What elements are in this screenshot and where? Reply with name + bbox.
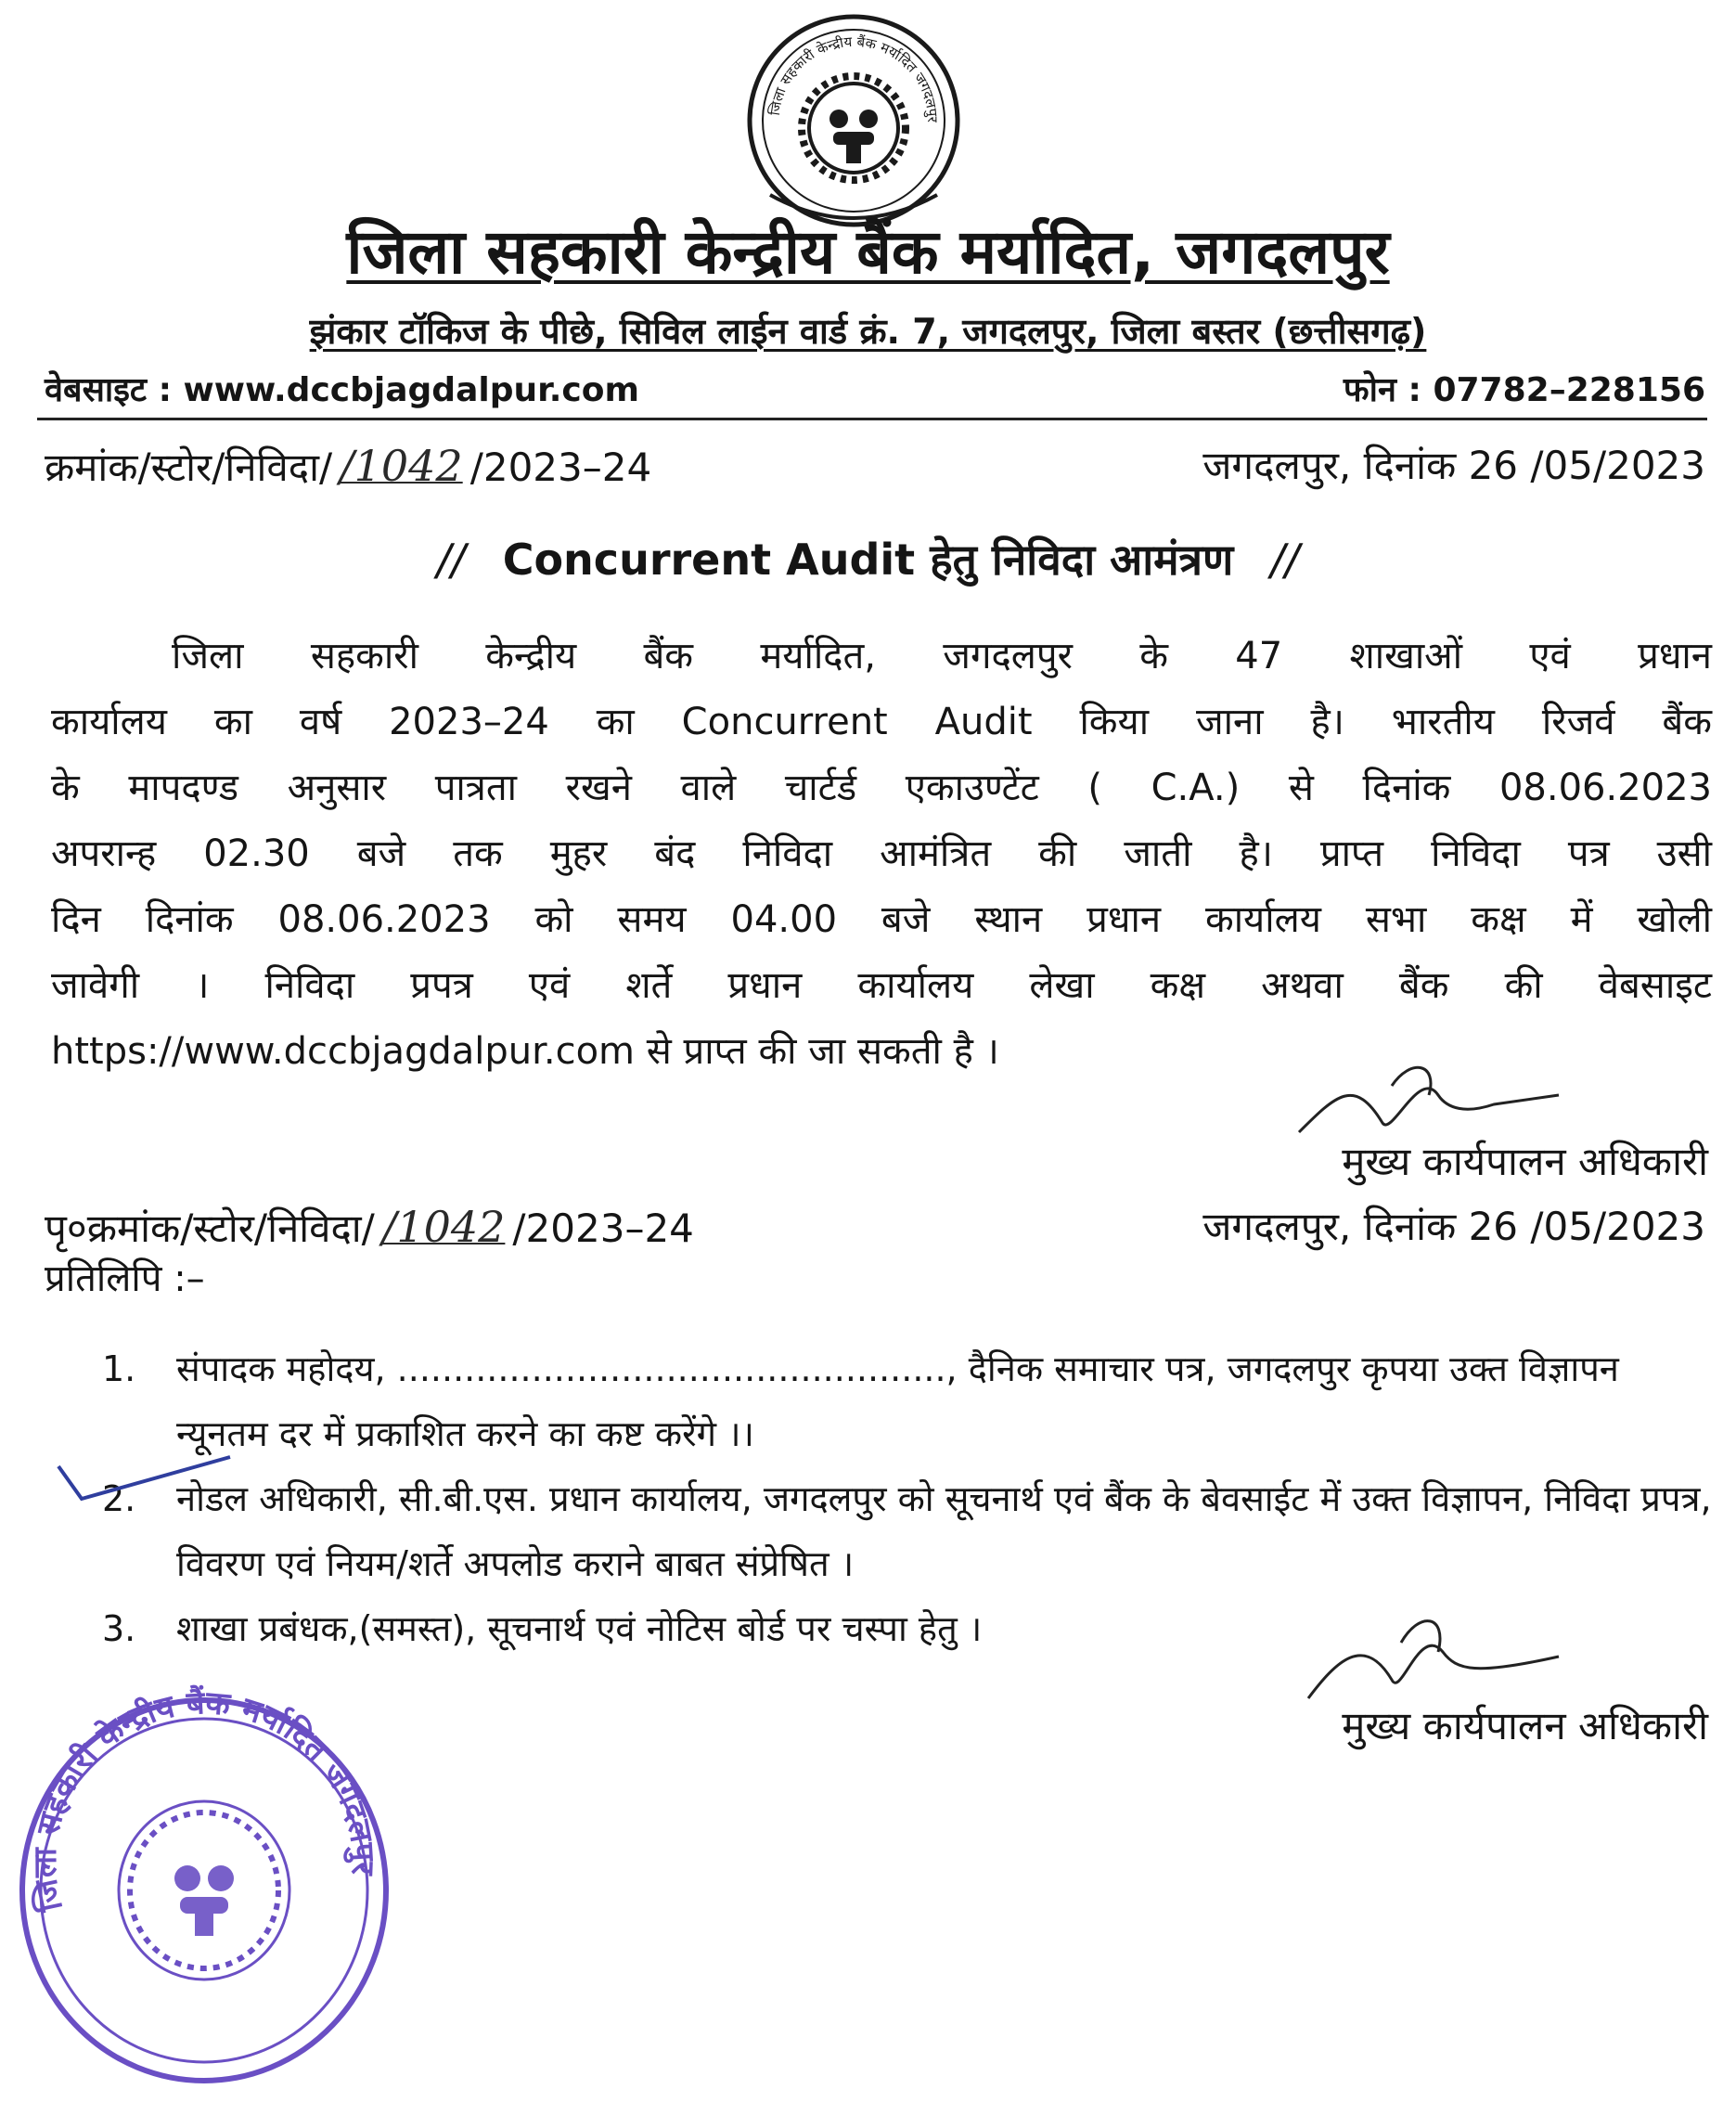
signature-scribble xyxy=(1280,1058,1577,1141)
reference-row xyxy=(45,438,1705,494)
body-line: के मापदण्ड अनुसार पात्रता रखने वाले चार्टर्ड एकाउण्टेंट ( C.A.) से दिनांक 08.06.2023 xyxy=(51,767,1712,809)
phone-number: 07782–228156 xyxy=(1433,371,1705,409)
title-hindi: हेतु निविदा आमंत्रण xyxy=(930,535,1234,585)
list-item: 2. नोडल अधिकारी, सी.बी.एस. प्रधान कार्यालय, जगदलपुर को सूचनार्थ एवं बैंक के बेवसाईट में उक्त विज्ञापन, निविदा प्रपत्र, विवरण एवं नियम/शर्ते अपलोड कराने बाबत संप्रेषित । xyxy=(102,1478,1712,1584)
list-item: 3. शाखा प्रबंधक,(समस्त), सूचनार्थ एवं नोटिस बोर्ड पर चस्पा हेतु । xyxy=(102,1608,983,1649)
bank-logo xyxy=(742,9,965,232)
copy-label: प्रतिलिपि :– xyxy=(45,1257,205,1300)
notice-body xyxy=(51,624,1712,1085)
endorsement-row xyxy=(45,1199,1705,1255)
body-line: कार्यालय का वर्ष 2023–24 का Concurrent Audit किया जाना है। भारतीय रिजर्व बैंक xyxy=(51,701,1712,743)
signature-designation-2: मुख्य कार्यपालन अधिकारी xyxy=(1342,1703,1708,1748)
list-item: 1. संपादक महोदय, ................................................., दैनिक समाचार पत्र, जगदलपुर कृपया उक्त विज्ञापन न्यूनतम दर में प्रकाशित करने का कष्ट करेंगे ।। xyxy=(102,1348,1619,1454)
svg-text:जिला सहकारी केन्द्रीय बैंक मर्: जिला सहकारी केन्द्रीय बैंक मर्यादित जगदलपुर xyxy=(26,1683,382,1915)
handwritten-number: /1042 xyxy=(340,441,463,491)
website-label: वेबसाइट : xyxy=(45,371,172,409)
bank-address: झंकार टॉकिज के पीछे, सिविल लाईन वार्ड क्रं. 7, जगदलपुर, जिला बस्तर (छत्तीसगढ़) xyxy=(309,311,1427,352)
tick-mark-icon xyxy=(54,1452,239,1508)
notice-title: // Concurrent Audit हेतु निविदा आमंत्रण // xyxy=(436,535,1300,585)
contact-row xyxy=(45,368,1705,414)
body-line: जावेगी । निविदा प्रपत्र एवं शर्ते प्रधान कार्यालय लेखा कक्ष अथवा बैंक की वेबसाइट xyxy=(51,964,1712,1007)
phone-line xyxy=(1344,368,1705,414)
svg-text:जिला सहकारी केन्द्रीय बैंक मर्: जिला सहकारी केन्द्रीय बैंक मर्यादित जगदलपुर xyxy=(765,32,942,123)
reference-date: जगदलपुर, दिनांक 26 /05/2023 xyxy=(1202,443,1705,488)
reference-number: क्रमांक/स्टोर/निविदा/ /1042 /2023–24 xyxy=(45,438,651,496)
body-line: दिन दिनांक 08.06.2023 को समय 04.00 बजे स्थान प्रधान कार्यालय सभा कक्ष में खोली xyxy=(51,898,1712,941)
official-seal xyxy=(9,1682,399,2090)
phone-label: फोन : xyxy=(1343,371,1421,409)
bank-name: जिला सहकारी केन्द्रीय बैंक मर्यादित, जगदलपुर xyxy=(346,216,1390,288)
body-line: जिला सहकारी केन्द्रीय बैंक मर्यादित, जगदलपुर के 47 शाखाओं एवं प्रधान xyxy=(172,635,1712,677)
endorsement-number: पृ०क्रमांक/स्टोर/निविदा/ /1042 /2023–24 xyxy=(45,1199,694,1257)
body-line: अपरान्ह 02.30 बजे तक मुहर बंद निविदा आमंत्रित की जाती है। प्राप्त निविदा पत्र उसी xyxy=(51,832,1712,875)
handwritten-number-2: /1042 xyxy=(381,1202,506,1252)
website-url: www.dccbjagdalpur.com xyxy=(183,371,639,409)
title-english: Concurrent Audit xyxy=(502,535,916,585)
website-line xyxy=(45,368,639,414)
header-divider xyxy=(37,418,1707,420)
signature-designation-1: मुख्य कार्यपालन अधिकारी xyxy=(1342,1139,1708,1184)
endorsement-date: जगदलपुर, दिनांक 26 /05/2023 xyxy=(1202,1204,1705,1249)
signature-scribble-2 xyxy=(1280,1606,1577,1708)
body-line: https://www.dccbjagdalpur.com से प्राप्त की जा सकती है । xyxy=(51,1030,999,1073)
